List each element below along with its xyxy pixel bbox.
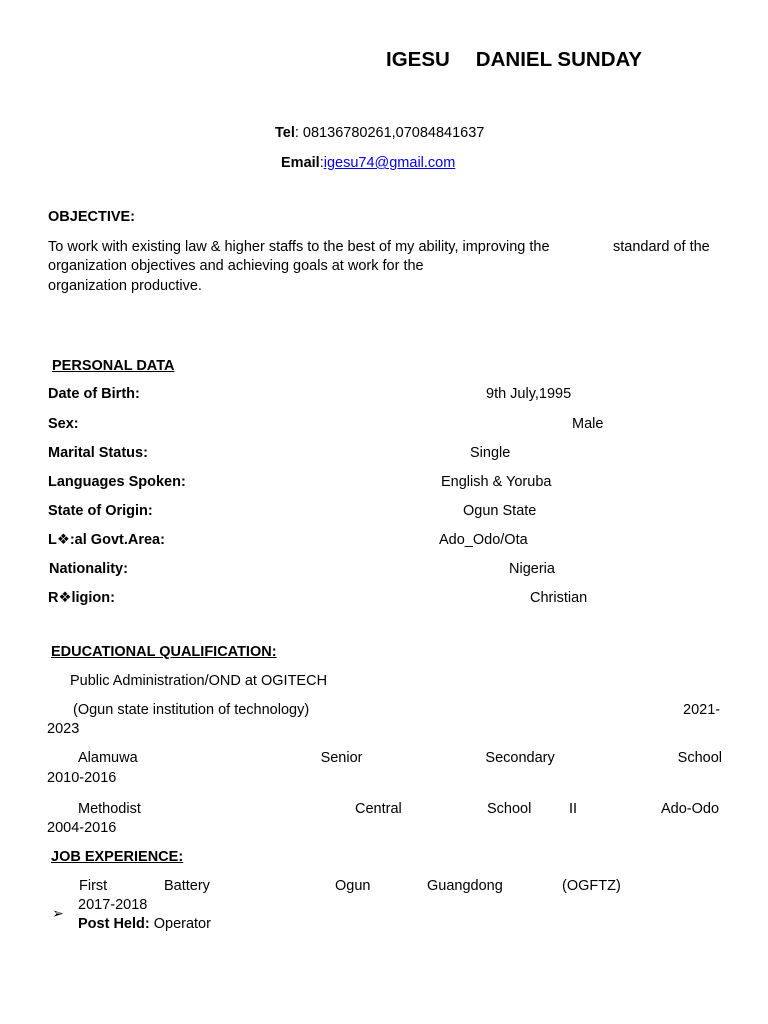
job-post-line — [78, 915, 211, 934]
education-entry-4-word: School — [487, 801, 532, 817]
objective-line-1a: To work with existing law & higher staffs to the best of my ability, improving the — [48, 239, 550, 255]
lga-label: L❖:al Govt.Area: — [48, 532, 165, 548]
education-entry-4-word: II — [569, 801, 578, 817]
education-heading: EDUCATIONAL QUALIFICATION: — [51, 644, 277, 660]
tel-label: Tel — [275, 125, 295, 141]
personal-row-nationality — [0, 560, 768, 580]
personal-row-state — [0, 502, 768, 522]
personal-row-sex — [0, 415, 768, 435]
name-first: IGESU — [386, 48, 450, 71]
education-entry-1: Public Administration/OND at OGITECH — [70, 673, 328, 689]
state-value: Ogun State — [463, 503, 537, 519]
education-entry-2-year-start: 2021- — [683, 702, 721, 718]
languages-label: Languages Spoken: — [48, 474, 186, 490]
marital-value: Single — [470, 445, 511, 461]
education-entry-3-word: Senior — [320, 750, 363, 766]
education-entry-4-word: Central — [355, 801, 402, 817]
education-entry-3-word: Alamuwa — [78, 750, 138, 766]
sex-label: Sex: — [48, 416, 79, 432]
state-label: State of Origin: — [48, 503, 153, 519]
lga-value: Ado_Odo/Ota — [439, 532, 528, 548]
objective-line-3: organization productive. — [48, 278, 202, 294]
education-entry-2-school: (Ogun state institution of technology) — [73, 702, 310, 718]
religion-label: R❖ligion: — [48, 590, 115, 606]
personal-row-dob — [0, 385, 768, 405]
education-entry-3 — [78, 749, 722, 768]
arrow-bullet-icon: ➢ — [52, 905, 64, 921]
job-post-label: Post Held: — [78, 916, 150, 932]
personal-row-lga — [0, 531, 768, 551]
education-entry-2-year-end: 2023 — [47, 721, 80, 737]
personal-data-heading: PERSONAL DATA — [52, 358, 175, 374]
job-post-value: Operator — [149, 916, 211, 932]
languages-value: English & Yoruba — [441, 474, 552, 490]
education-entry-3-word: School — [677, 750, 722, 766]
religion-value: Christian — [530, 590, 588, 606]
personal-row-religion — [0, 589, 768, 609]
education-entry-4-word: Methodist — [78, 801, 141, 817]
resume-name — [386, 47, 642, 73]
education-entry-3-word: Secondary — [485, 750, 555, 766]
name-rest: DANIEL SUNDAY — [475, 48, 643, 71]
dob-value: 9th July,1995 — [486, 386, 572, 402]
job-entry-word: Battery — [164, 878, 210, 894]
job-entry-word: (OGFTZ) — [562, 878, 621, 894]
job-heading: JOB EXPERIENCE: — [51, 849, 184, 865]
email-separator: : — [319, 155, 324, 171]
job-entry-word: Guangdong — [427, 878, 503, 894]
education-entry-4-word: Ado-Odo — [661, 801, 720, 817]
education-entry-3-years: 2010-2016 — [47, 770, 117, 786]
tel-value: : 08136780261,07084841637 — [294, 125, 485, 141]
objective-heading: OBJECTIVE: — [48, 209, 136, 225]
job-entry-word: First — [79, 878, 108, 894]
email-link[interactable]: igesu74@gmail.com — [323, 155, 456, 171]
personal-row-languages — [0, 473, 768, 493]
education-entry-4-years: 2004-2016 — [47, 820, 117, 836]
marital-label: Marital Status: — [48, 445, 148, 461]
nationality-value: Nigeria — [509, 561, 555, 577]
email-line — [281, 154, 455, 173]
objective-line-2: organization objectives and achieving goals at work for the — [48, 258, 424, 274]
personal-row-marital — [0, 444, 768, 464]
objective-line-1b: standard of the — [613, 239, 710, 255]
email-label: Email — [281, 155, 320, 171]
dob-label: Date of Birth: — [48, 386, 140, 402]
nationality-label: Nationality: — [49, 561, 128, 577]
job-entry-word: Ogun — [335, 878, 371, 894]
tel-line — [275, 124, 484, 143]
job-years: 2017-2018 — [78, 897, 148, 913]
sex-value: Male — [572, 416, 604, 432]
